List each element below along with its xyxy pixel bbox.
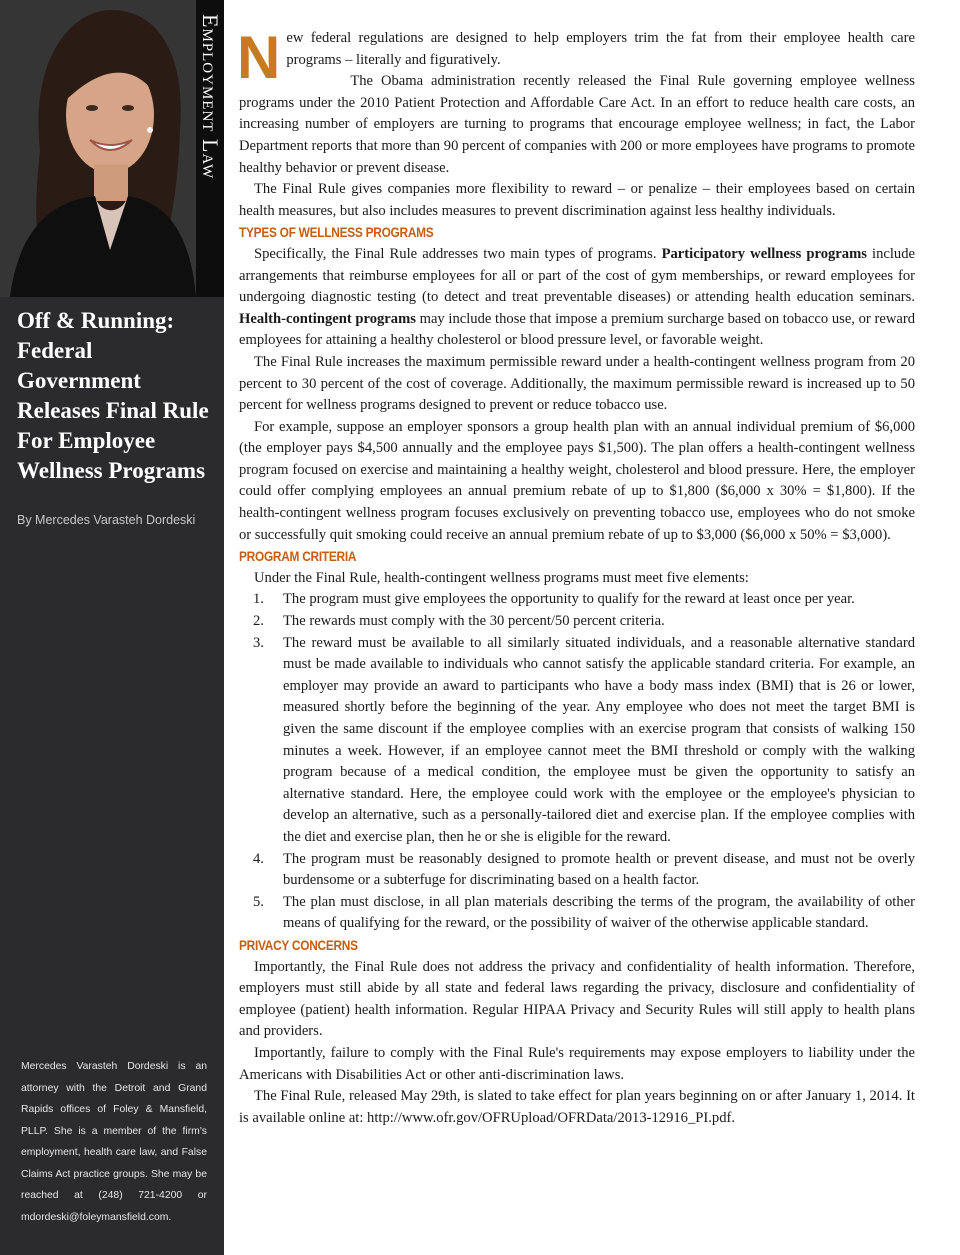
participatory-term: Participatory wellness programs (661, 245, 867, 262)
types-text-c: may include those that impose a premium surcharge based on tobacco use, or reward employees for attaining a healthy cholesterol or blood pressure level, or favorable weight. (239, 310, 915, 349)
criteria-number: 1. (253, 591, 264, 608)
paragraph-types (239, 244, 915, 352)
types-text-a: Specifically, the Final Rule addresses two main types of programs. (254, 245, 657, 262)
criteria-number: 2. (253, 613, 264, 630)
criteria-list (239, 589, 915, 935)
paragraph-increase: The Final Rule increases the maximum permissible reward under a health-contingent wellness program from 20 percent to 30 percent of the cost of coverage. Additionally, the maximum permissible reward is increased up to 50 percent for wellness programs designed to prevent or reduce tobacco use. (239, 353, 915, 414)
criteria-text: The program must give employees the opportunity to qualify for the reward at least once per year. (283, 591, 855, 608)
paragraph-obama: The Obama administration recently released the Final Rule governing employee wellness programs under the 2010 Patient Protection and Affordable Care Act. In an effort to reduce health care costs, an increasing number of employers are turning to programs that encourage employee wellness; in fact, the Labor Department reports that more than 90 percent of companies with 200 or more employees have programs to promote healthy behavior or prevent disease. (239, 73, 915, 176)
paragraph-closing: The Final Rule, released May 29th, is slated to take effect for plan years beginning on or after January 1, 2014. It is available online at: http://www.ofr.gov/OFRUpload/OFRData/2013-12916_PI.pdf. (239, 1088, 915, 1126)
criteria-number: 5. (253, 893, 264, 910)
criteria-text: The plan must disclose, in all plan materials describing the terms of the program, the availability of other means of qualifying for the reward, or the possibility of waiver of the otherwise applicable standard. (283, 893, 915, 932)
paragraph-privacy-1: Importantly, the Final Rule does not address the privacy and confidentiality of health information. Therefore, employers must still abide by all state and federal laws regarding the privacy, disclosure and confidentiality of employee (patient) health information. Regular HIPAA Privacy and Security Rules will still apply to health plans and providers. (239, 958, 915, 1040)
author-portrait (0, 0, 196, 297)
intro-paragraph (237, 24, 915, 91)
criteria-item (239, 849, 915, 892)
criteria-number: 3. (253, 634, 264, 651)
byline: By Mercedes Varasteh Dordeski (17, 513, 196, 527)
heading-types: TYPES OF WELLNESS PROGRAMS (239, 225, 434, 241)
criteria-text: The program must be reasonably designed to promote health or prevent disease, and must not be overly burdensome or a subterfuge for discriminating based on a health factor. (283, 850, 915, 889)
heading-criteria: PROGRAM CRITERIA (239, 549, 357, 565)
author-photo (0, 0, 224, 297)
criteria-item (239, 892, 915, 935)
criteria-text: The rewards must comply with the 30 percent/50 percent criteria. (283, 613, 665, 630)
article-body (237, 24, 915, 1129)
intro-text: ew federal regulations are designed to help employers trim the fat from their employee health care programs – literally and figuratively. (286, 30, 915, 68)
sidebar (0, 0, 224, 1255)
criteria-text: The reward must be available to all similarly situated individuals, and a reasonable alternative standard must be made available to individuals who cannot satisfy the applicable standard criteria. For example, an employer may provide an award to participants who have a body mass index (BMI) that is 26 or lower, measured shortly before the beginning of the year. Any employee who does not meet the target BMI is given the same discount if the employee complies with an exercise program that consists of walking 150 minutes a week. However, if an employee cannot meet the BMI threshold or comply with the walking program because of a medical condition, the employee must be given the opportunity to satisfy an alternative standard. Here, the employee could work with the employee or the employee's physician to develop an alternative, such as a personally-tailored diet and exercise plan. If the employee complies with the diet and exercise plan, then he or she is eligible for the reward. (283, 634, 915, 845)
drop-cap: N (237, 24, 281, 91)
paragraph-flexibility: The Final Rule gives companies more flexibility to reward – or penalize – their employees based on certain health measures, but also includes measures to prevent discrimination against less healthy individuals. (239, 181, 915, 219)
criteria-item (239, 633, 915, 849)
criteria-item (239, 589, 915, 611)
criteria-item (239, 611, 915, 633)
criteria-number: 4. (253, 850, 264, 867)
paragraph-example: For example, suppose an employer sponsors a group health plan with an annual individual premium of $6,000 (the employer pays $4,500 annually and the employee pays $1,500). The plan offers a health-contingent wellness program focused on exercise and maintaining a healthy weight, cholesterol and blood pressure. Here, the employer could offer complying employees an annual premium rebate of up to $1,800 ($6,000 x 30% = $1,800). If the health-contingent wellness program focuses exclusively on preventing tobacco use, employees who do not smoke or successfully quit smoking could receive an annual premium rebate of up to $3,000 ($6,000 x 50% = $3,000). (239, 418, 915, 543)
types-text-b: include arrangements that reimburse employees for all or part of the cost of gym memberships, or reward employees for undergoing diagnostic testing (to detect and treat preventable diseases) or attending health education seminars. (239, 245, 915, 306)
paragraph-privacy-2: Importantly, failure to comply with the Final Rule's requirements may expose employers to liability under the Americans with Disabilities Act or other anti-discrimination laws. (239, 1044, 915, 1083)
author-bio: Mercedes Varasteh Dordeski is an attorney with the Detroit and Grand Rapids offices of Foley & Mansfield, PLLP. She is a member of the firm's employment, health care law, and False Claims Act practice groups. She may be reached at (248) 721-4200 or mdordeski@foleymansfield.com. (21, 1061, 207, 1223)
section-label: Employment Law (198, 14, 223, 180)
article-title: Off & Running: Federal Government Releases Final Rule For Employee Wellness Programs (17, 308, 209, 483)
criteria-intro: Under the Final Rule, health-contingent wellness programs must meet five elements: (254, 569, 749, 586)
health-contingent-term: Health-contingent programs (239, 310, 416, 327)
heading-privacy: PRIVACY CONCERNS (239, 937, 358, 953)
